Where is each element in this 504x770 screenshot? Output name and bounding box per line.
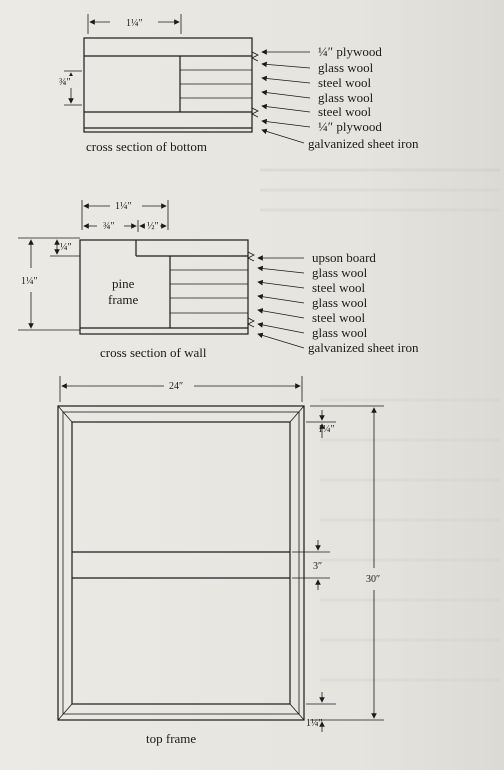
- wall-width-dimension: 1¼″: [115, 201, 132, 212]
- top-rail-dimension: 1¼″: [318, 424, 335, 435]
- mitre-joint: [290, 704, 304, 720]
- bottom-layer-label: galvanized sheet iron: [308, 136, 419, 151]
- bottom-cross-section: [58, 14, 419, 154]
- pine-frame-label: pine: [112, 276, 135, 291]
- wall-layer-label: glass wool: [312, 265, 368, 280]
- middle-dimension: 3″: [313, 561, 323, 572]
- bottom-layer-label: ¼″ plywood: [318, 119, 382, 134]
- bottom-height-dimension: ¾″: [59, 77, 71, 88]
- bottom-layer-label: steel wool: [318, 104, 372, 119]
- wall-sub-dim-right: ½″: [147, 221, 159, 232]
- wall-layer-label: galvanized sheet iron: [308, 340, 419, 355]
- wall-layer-label: steel wool: [312, 310, 366, 325]
- bottom-outline: [84, 38, 252, 132]
- top-frame-outer: [58, 406, 304, 720]
- wall-cross-section: [18, 200, 419, 360]
- bottom-layer-label: steel wool: [318, 75, 372, 90]
- mitre-joint: [58, 704, 72, 720]
- bottom-layer-label: glass wool: [318, 90, 374, 105]
- wall-layer-label: upson board: [312, 250, 376, 265]
- bleed-through-texture: [260, 170, 500, 680]
- wall-caption: cross section of wall: [100, 345, 207, 360]
- bottom-layer-label: ¼″ plywood: [318, 44, 382, 59]
- top-frame-inner: [72, 422, 290, 704]
- pine-frame-label: frame: [108, 292, 139, 307]
- bottom-caption: cross section of bottom: [86, 139, 207, 154]
- bottom-layer-label: glass wool: [318, 60, 374, 75]
- top-frame-width-dimension: 24″: [169, 381, 184, 392]
- wall-top-dimension: ¼″: [60, 242, 72, 253]
- wall-layer-label: glass wool: [312, 295, 368, 310]
- wall-height-dimension: 1¼″: [21, 276, 38, 287]
- bottom-width-dimension: 1¼″: [126, 18, 143, 29]
- wall-sub-dim-left: ¾″: [103, 221, 115, 232]
- wall-outline: [80, 240, 248, 334]
- mitre-joint: [58, 406, 72, 422]
- bottom-rail-dimension: 1¼″: [306, 718, 323, 729]
- wall-layer-label: steel wool: [312, 280, 366, 295]
- mitre-joint: [290, 406, 304, 422]
- top-frame-caption: top frame: [146, 731, 197, 746]
- wall-layer-label: glass wool: [312, 325, 368, 340]
- top-frame-height-dimension: 30″: [366, 574, 381, 585]
